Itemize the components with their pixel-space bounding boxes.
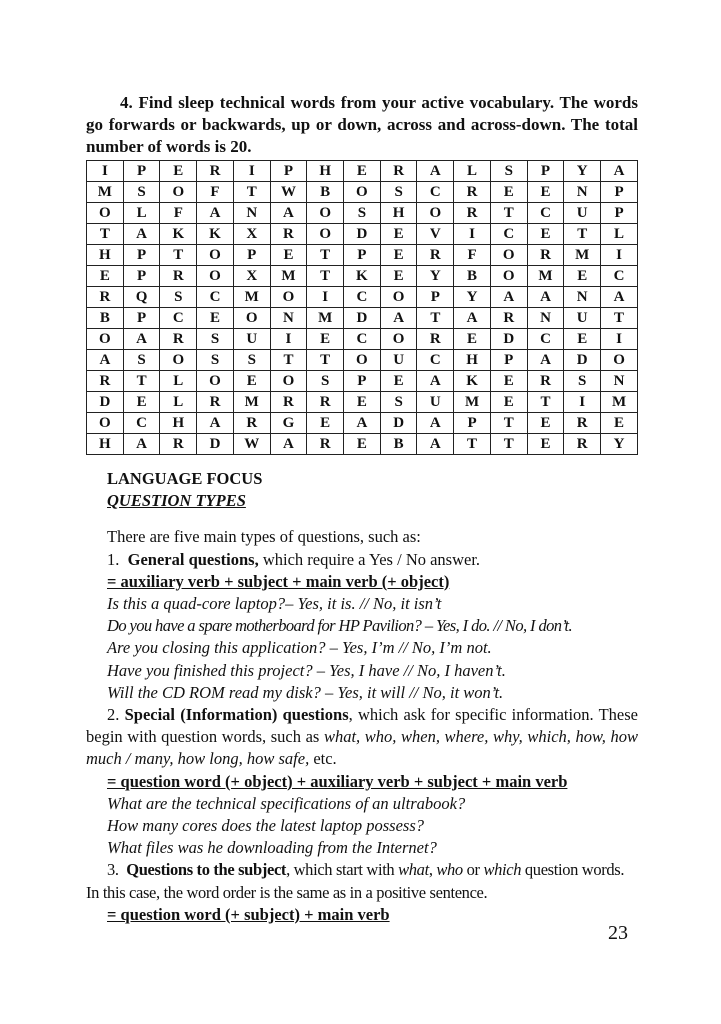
grid-cell: E [123,392,160,413]
grid-cell: K [454,371,491,392]
grid-cell: R [527,371,564,392]
grid-cell: L [160,392,197,413]
grid-cell: E [270,245,307,266]
grid-cell: H [87,245,124,266]
grid-cell: O [160,350,197,371]
grid-cell: S [490,161,527,182]
grid-cell: T [307,350,344,371]
grid-cell: C [123,413,160,434]
q2-heading: 2. Special (Information) questions, which ask for specific information. These begin with question words, such as what, who, when, where, why, which, how, how much / many, how long, how safe, etc. [86,705,639,769]
grid-cell: A [270,434,307,455]
grid-cell: A [417,161,454,182]
grid-cell: A [417,413,454,434]
grid-cell: E [564,266,601,287]
grid-cell: A [270,203,307,224]
grid-cell: Y [601,434,638,455]
grid-cell: M [87,182,124,203]
grid-row [87,350,638,371]
grid-row [87,266,638,287]
grid-cell: S [307,371,344,392]
grid-cell: W [270,182,307,203]
grid-cell: R [564,434,601,455]
grid-cell: P [601,203,638,224]
grid-cell: O [160,182,197,203]
grid-cell: L [454,161,491,182]
grid-cell: E [233,371,270,392]
grid-cell: T [490,434,527,455]
grid-cell: A [527,350,564,371]
grid-cell: O [380,287,417,308]
grid-cell: X [233,224,270,245]
grid-cell: R [417,245,454,266]
grid-cell: S [380,392,417,413]
grid-cell: A [527,287,564,308]
grid-cell: B [307,182,344,203]
q1-example: Have you finished this project? – Yes, I have // No, I haven’t. [107,660,506,680]
grid-cell: N [564,182,601,203]
q2-example: What files was he downloading from the Internet? [107,838,437,858]
grid-cell: T [490,413,527,434]
grid-cell: M [601,392,638,413]
grid-cell: H [307,161,344,182]
grid-cell: A [601,161,638,182]
grid-cell: S [233,350,270,371]
grid-cell: P [123,161,160,182]
grid-cell: E [490,371,527,392]
grid-cell: P [344,371,381,392]
grid-cell: T [564,224,601,245]
grid-cell: A [344,413,381,434]
intro-text: There are five main types of questions, such as: [107,527,421,547]
grid-cell: C [344,287,381,308]
grid-cell: P [417,287,454,308]
grid-cell: M [233,392,270,413]
grid-cell: P [344,245,381,266]
grid-cell: E [380,224,417,245]
grid-cell: G [270,413,307,434]
grid-cell: R [307,392,344,413]
grid-cell: L [160,371,197,392]
grid-cell: E [344,434,381,455]
grid-cell: N [270,308,307,329]
grid-cell: N [233,203,270,224]
q1-formula: = auxiliary verb + subject + main verb (+ object) [107,571,450,591]
grid-row [87,392,638,413]
grid-cell: A [197,203,234,224]
grid-cell: O [344,350,381,371]
grid-row [87,434,638,455]
q1-example: Is this a quad-core laptop?– Yes, it is. // No, it isn’t [107,594,442,614]
grid-cell: O [270,287,307,308]
grid-cell: W [233,434,270,455]
q2-formula: = question word (+ object) + auxiliary verb + subject + main verb [107,771,568,791]
grid-row [87,308,638,329]
grid-cell: U [564,308,601,329]
grid-cell: C [197,287,234,308]
grid-cell: E [344,392,381,413]
grid-cell: A [417,434,454,455]
word-search-grid [86,160,638,455]
grid-cell: O [380,329,417,350]
grid-cell: O [490,245,527,266]
grid-cell: E [601,413,638,434]
grid-cell: T [270,350,307,371]
grid-cell: I [307,287,344,308]
grid-cell: T [527,392,564,413]
grid-cell: O [307,203,344,224]
grid-cell: E [490,182,527,203]
grid-cell: C [601,266,638,287]
grid-cell: O [344,182,381,203]
grid-row [87,287,638,308]
grid-cell: R [527,245,564,266]
grid-cell: R [270,224,307,245]
grid-cell: O [87,203,124,224]
grid-cell: C [490,224,527,245]
grid-cell: I [87,161,124,182]
grid-cell: A [454,308,491,329]
grid-row [87,371,638,392]
grid-cell: Y [417,266,454,287]
grid-cell: O [197,371,234,392]
grid-cell: C [344,329,381,350]
grid-cell: P [270,161,307,182]
grid-cell: H [380,203,417,224]
grid-cell: E [380,266,417,287]
grid-cell: O [87,329,124,350]
grid-cell: A [123,224,160,245]
grid-cell: R [270,392,307,413]
grid-cell: I [454,224,491,245]
grid-cell: S [123,350,160,371]
grid-cell: I [233,161,270,182]
grid-cell: O [270,371,307,392]
page-number: 23 [608,922,628,944]
grid-cell: S [123,182,160,203]
grid-cell: T [490,203,527,224]
grid-cell: T [601,308,638,329]
grid-row [87,245,638,266]
grid-cell: R [380,161,417,182]
q1-example: Do you have a spare motherboard for HP Pavilion? – Yes, I do. // No, I don’t. [107,616,572,636]
grid-cell: C [527,203,564,224]
grid-cell: N [564,287,601,308]
grid-cell: A [380,308,417,329]
grid-cell: E [490,392,527,413]
grid-cell: D [380,413,417,434]
q1-example: Will the CD ROM read my disk? – Yes, it will // No, it won’t. [107,682,504,702]
grid-cell: R [454,182,491,203]
q1-heading: 1. General questions, which require a Yes / No answer. [107,549,481,569]
grid-cell: T [417,308,454,329]
q2-example: How many cores does the latest laptop possess? [107,816,424,836]
grid-cell: A [87,350,124,371]
grid-cell: Y [564,161,601,182]
grid-cell: R [417,329,454,350]
grid-cell: S [380,182,417,203]
grid-cell: K [160,224,197,245]
grid-cell: I [270,329,307,350]
grid-cell: M [564,245,601,266]
section-heading: LANGUAGE FOCUS [107,469,263,488]
q3-formula: = question word (+ subject) + main verb [107,904,390,924]
grid-cell: R [87,287,124,308]
grid-cell: R [564,413,601,434]
grid-cell: U [380,350,417,371]
grid-cell: T [160,245,197,266]
grid-row [87,224,638,245]
grid-cell: S [197,329,234,350]
grid-cell: R [307,434,344,455]
grid-cell: C [160,308,197,329]
grid-row [87,161,638,182]
q1-example: Are you closing this application? – Yes, I’m // No, I’m not. [107,638,492,658]
grid-cell: S [160,287,197,308]
grid-cell: F [197,182,234,203]
grid-cell: R [160,266,197,287]
grid-row [87,413,638,434]
grid-cell: O [417,203,454,224]
grid-cell: B [380,434,417,455]
grid-cell: S [197,350,234,371]
grid-cell: E [307,413,344,434]
language-focus-section [86,468,638,926]
grid-cell: T [233,182,270,203]
grid-cell: X [233,266,270,287]
grid-cell: U [417,392,454,413]
grid-cell: T [307,266,344,287]
grid-cell: A [417,371,454,392]
section-subheading: QUESTION TYPES [107,491,246,511]
grid-cell: R [233,413,270,434]
grid-cell: O [490,266,527,287]
grid-cell: R [490,308,527,329]
grid-cell: Y [454,287,491,308]
grid-cell: D [564,350,601,371]
grid-cell: H [454,350,491,371]
grid-cell: B [87,308,124,329]
grid-cell: P [123,266,160,287]
grid-cell: R [197,161,234,182]
grid-cell: T [123,371,160,392]
grid-cell: T [87,224,124,245]
grid-cell: N [601,371,638,392]
grid-cell: D [87,392,124,413]
grid-cell: U [233,329,270,350]
grid-cell: R [160,329,197,350]
grid-cell: R [197,392,234,413]
grid-cell: P [527,161,564,182]
grid-cell: M [307,308,344,329]
grid-cell: A [123,329,160,350]
grid-cell: N [527,308,564,329]
grid-cell: A [123,434,160,455]
grid-cell: M [270,266,307,287]
grid-cell: E [380,371,417,392]
grid-cell: E [344,161,381,182]
grid-cell: P [454,413,491,434]
grid-cell: R [454,203,491,224]
grid-cell: E [87,266,124,287]
grid-cell: O [87,413,124,434]
grid-cell: E [307,329,344,350]
grid-cell: H [87,434,124,455]
grid-cell: A [490,287,527,308]
grid-cell: P [601,182,638,203]
grid-cell: T [454,434,491,455]
grid-cell: O [197,266,234,287]
grid-cell: P [123,245,160,266]
grid-cell: C [417,182,454,203]
grid-row [87,329,638,350]
q2-example: What are the technical specifications of an ultrabook? [107,793,466,813]
grid-cell: E [527,434,564,455]
grid-cell: M [233,287,270,308]
grid-cell: O [197,245,234,266]
grid-cell: H [160,413,197,434]
grid-cell: A [601,287,638,308]
grid-cell: I [601,329,638,350]
grid-cell: S [344,203,381,224]
task-instruction: 4. Find sleep technical words from your active vocabulary. The words go forwards or backwards, up or down, across and across-down. The total number of words is 20. [86,93,638,156]
grid-cell: F [160,203,197,224]
grid-cell: D [344,224,381,245]
grid-cell: R [87,371,124,392]
grid-cell: P [123,308,160,329]
grid-cell: U [564,203,601,224]
grid-cell: E [527,224,564,245]
grid-cell: C [417,350,454,371]
grid-cell: O [307,224,344,245]
grid-cell: B [454,266,491,287]
grid-row [87,182,638,203]
grid-cell: L [123,203,160,224]
grid-cell: O [233,308,270,329]
grid-cell: L [601,224,638,245]
grid-cell: D [197,434,234,455]
grid-cell: A [197,413,234,434]
grid-cell: Q [123,287,160,308]
q3-heading: 3. Questions to the subject, which start with what, who or which question words. In this case, the word order is the same as in a positive sentence. [86,860,625,902]
grid-cell: F [454,245,491,266]
grid-cell: S [564,371,601,392]
grid-cell: E [564,329,601,350]
grid-cell: E [160,161,197,182]
grid-cell: V [417,224,454,245]
grid-cell: E [380,245,417,266]
grid-cell: I [601,245,638,266]
grid-row [87,203,638,224]
grid-cell: E [197,308,234,329]
grid-cell: E [454,329,491,350]
grid-cell: K [197,224,234,245]
grid-cell: D [490,329,527,350]
grid-cell: R [160,434,197,455]
grid-cell: E [527,413,564,434]
grid-cell: K [344,266,381,287]
grid-cell: D [344,308,381,329]
grid-cell: E [527,182,564,203]
grid-cell: P [233,245,270,266]
grid-cell: T [307,245,344,266]
grid-cell: O [601,350,638,371]
grid-cell: M [527,266,564,287]
grid-cell: I [564,392,601,413]
grid-cell: P [490,350,527,371]
grid-cell: C [527,329,564,350]
grid-cell: M [454,392,491,413]
